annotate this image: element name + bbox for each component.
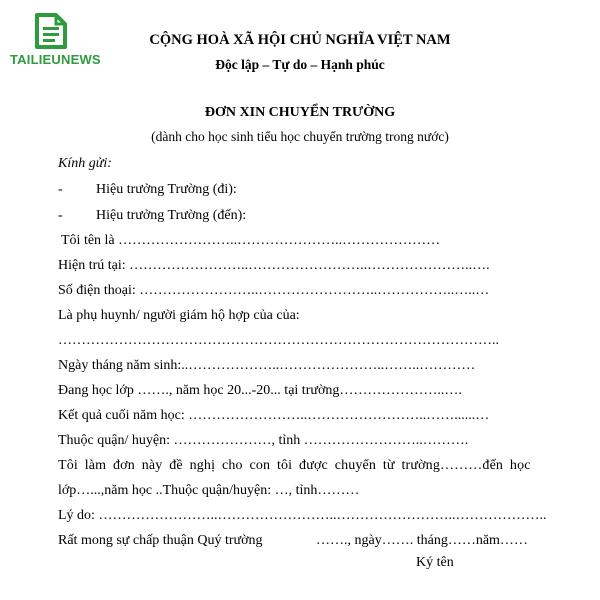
reason-line: Lý do: ……………………..……………………..……………………..……………….. bbox=[58, 508, 547, 523]
current-class-line: Đang học lớp ……., năm học 20...-20... tại trường…………………..…. bbox=[58, 383, 462, 398]
document-subtitle: (dành cho học sinh tiểu học chuyển trường trong nước) bbox=[151, 129, 449, 144]
greeting bbox=[58, 156, 112, 172]
name-line: Tôi tên là ……………………..…………………..………………… bbox=[61, 233, 441, 248]
national-title: CỘNG HOÀ XÃ HỘI CHỦ NGHĨA VIỆT NAM bbox=[149, 32, 451, 48]
recipient-to: Hiệu trưởng Trường (đến): bbox=[96, 208, 247, 223]
logo-text: TAILIEUNEWS bbox=[10, 52, 101, 67]
guardian-blank-line: ………………………………………………………………………………….. bbox=[58, 333, 499, 348]
tailieunews-logo bbox=[10, 10, 100, 70]
residence-line: Hiện trú tại: ……………………..……………………..…………………..…. bbox=[58, 258, 490, 273]
guardian-line: Là phụ huynh/ người giám hộ hợp của của: bbox=[58, 308, 300, 323]
request-line-1: Tôi làm đơn này đề nghị cho con tôi được chuyển từ trường………đến học bbox=[58, 458, 531, 473]
birthdate-line: Ngày tháng năm sinh:..………………..…………………..……..………… bbox=[58, 358, 476, 373]
result-line: Kết quả cuối năm học: ……………………..……………………..……......… bbox=[58, 408, 490, 423]
phone-line: Số điện thoại: ……………………..……………………..……………..…..… bbox=[58, 283, 490, 298]
recipient-from: Hiệu trưởng Trường (đi): bbox=[96, 182, 237, 197]
national-motto: Độc lập – Tự do – Hạnh phúc bbox=[215, 57, 385, 72]
closing-line: Rất mong sự chấp thuận Quý trường bbox=[58, 533, 263, 548]
date-line: ……., ngày……. tháng……năm…… bbox=[316, 533, 528, 548]
document-title: ĐƠN XIN CHUYỂN TRƯỜNG bbox=[204, 105, 396, 120]
dash-mark: - bbox=[58, 182, 63, 197]
dash-mark: - bbox=[58, 208, 63, 223]
district-line: Thuộc quận/ huyện: …………………, tỉnh ……………………..………. bbox=[58, 433, 469, 448]
recipient-from-line bbox=[58, 182, 237, 198]
request-line-2: lớp…...,năm học ..Thuộc quận/huyện: …, tỉnh……… bbox=[58, 483, 360, 498]
document-icon bbox=[34, 12, 68, 50]
signature-label: Ký tên bbox=[416, 555, 454, 570]
recipient-to-line bbox=[58, 208, 246, 224]
greeting-text: Kính gửi: bbox=[58, 156, 112, 171]
